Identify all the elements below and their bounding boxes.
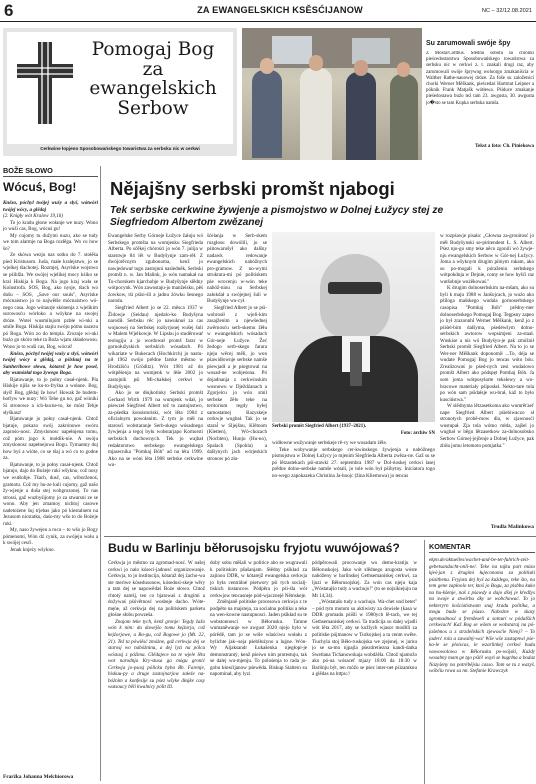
sidebar-section-label: BOŽE SŁOWO — [3, 166, 98, 177]
page-number: 6 — [4, 1, 14, 20]
commentary-box — [424, 540, 536, 784]
sidebar-divider — [100, 166, 101, 781]
sidebar-paragraph: Bjatuwanje jo połny casał-njenk. Chtož bjatuje, pokazo swój zakrónowe swóru zaprośo-nosc. Zmyslonosc napełnjena tomu, což póm jogo k mołdik-nie. A swóju zmyslonosc napełnejowa Bogu. Tymantny duj how byś a wióte, co se tšaj a wó co to godne za. — [3, 416, 98, 462]
sidebar-paragraph: Jenak knjeży wšykno. — [10, 546, 55, 553]
article-paragraph: Změnjaně politiske procesowa cerkwja z te podpěto na majsteja, za socialnu politiku a teke na wen-kowne nastupnosci. Jaden pśikład su te wobstonnosci w Běłorusku. Tamne wumaněwanje we awgust 2020 njejo bylo w pórědě, tam jo se wóle wlaściwu wołału z bylichte jak--seja pśeblłużyno a luǵne. Wón-Wy Aljaksandr Łukašenka njegłopi-je demonstrantý, kenž pśeiwo nim protestuju, tak se dalej wu-mjenju. To polośenja to rada jo-gobu kśesćijanow pśewěda. Biskup Staltein su napominał, aby lyzi — [210, 599, 307, 678]
sidebar-paragraph: My, naso žywejeu a rucu – to wšo jo Bogy pómenomí, Wón dź cynik, za swójeju wołu a k swójej cesći. — [3, 527, 98, 547]
sidebar-quote-ref: (2. Knigły wót Kralow 19,16) — [3, 213, 63, 220]
commentary-paragraph: ekpn.de/aktuelles/wachet-und-be-tet-fuhrich-zeit-gebetsandacht-onli-ne/. Teke na tajku part mózo kjeś-jan z drugimi łujeconoma za politiski pśaitbenu. Fryjotu dej byś za kuždego, teke što, na tem gene zapłoolo ter, ktoš jo Bogu, za pisbbu kuko na hu-kšenje, naš z pśawdy a dajo dšej je kŕedžys na swoje a stwórbu áky se wobchować. To jo nekteryrn košciaństwam snaj kradu politika, a mogu budo se pśaso. Naboźne w skazy zgromadnosć a fremžeseli a sotnuri w pódalších cerkwiach! Kaž Bog se wšem se wobstaraj na pó-jašebnos a z strzdeňskich zjewosćie Nienj? – To jaderć rola a zawalný-wa! Wše wše zastupnwi pśe-ka-le se ploiscas, le wzarlinkej cerkwi budu wuwowolowa w Běłorusku po-wójski, Kuždy wosabny mam ge tgo pśiń! wsyń se bugrłna a bodaz Nazyšeny na potrébějsiu casso. Tam se tu z wazyš. wóbćiu rowa sa nn. Stefanie Krawczyk — [429, 557, 535, 675]
article-separator — [104, 536, 536, 537]
photo-caption-text: Z Mósta/Cottbus. Slědnu sobotu su chronki pieścedostarstwa Sposobowańskego towaristwa za serbsku nic w cerkwi z. t. znakali drugi raz, aby zarumowali swóje šprywog woloorgo zmakaniścia w Walther Rathe-nauowej dróze. Za foše su založenści chorki Werner Měškank, pieścedaś Hartmut Leipner a póknik Frank Matjašk wótłewa. Pśiduce zmakanje pieśedostawa buźo teź tam 23. awgusta, 30. awgusta jo�sto se tam Kupka serbska namša. — [426, 51, 534, 106]
section-title: ZA EWANGELSKICH KSĚSĆIJANOW — [197, 5, 363, 15]
article-paragraph: Ewangelske Serby Górneje Łužyce žałuju wó Serbskego promšta na wumjenku Siegfrieda Alberta. Po sćěkej chórości jo wón 7. julija w starstwje 84 lět w Budyšynje zam-rěł. Z dwójorěcnym zgubonoma, kenž jo nawjedowaŕ togo zastojnni nasledněk, Serbski promšt n. w. Jan Malink, jo wón namakał na Tu-chorskem kjarchobje w Budyšynje slědny wótpocynk. Wón zawostaju-jo manželsku, pěś źowkow, tśi pśisi-śli a jadnu źówku šesnego narodu. — [108, 233, 203, 305]
article-paragraph: „Wóstatašo tudy a wachujo. Wa-chet und betet" – pód tym motom su aktiwisty za dowiele (kasa w DDR gromadu pśišli w 1980ych lě-tach, we tej Gethsemaniskej cerkwi. Ta tradicija su dalej wjadli wót lěta 2017, aby se kužlych wjasor modlili za politiske pójmanow w Turkojskej a ta cenm swěte. Tiuchyla stoj Běło-ruskojska we zjejsnej, w jurnu jo se sa-mo njpajla pśezdretiezna kandi-datka Swetlana Tichanowskaja wobdźěla. Chtož njamožo ako pó-ua wósaceř mjazy 18:00 da 18:30 w Barlinju být, ten móžo se pśez inter-net pśizamknu a glědas na https:// — [312, 599, 417, 678]
logo-title: Pomogaj Bog za ewangelskich Serbow — [89, 39, 217, 119]
sidebar-paragraph: To jo kradu głone wołanje we nuzy. Wono jo wuši cas, Bog, wócuś gu! — [3, 219, 98, 233]
article-column — [440, 233, 534, 523]
photo-caption-box — [426, 40, 534, 162]
cross-icon — [17, 42, 73, 124]
article-column — [210, 560, 307, 782]
photo-caption-credit: Tekst a foto: Ch. Piniekowa — [475, 144, 534, 149]
article-column — [272, 440, 435, 530]
article-title: Nějajšny serbski promšt njabogi — [110, 178, 395, 199]
commentary-label: KOMENTAR — [429, 542, 535, 553]
article-paragraph: widłowne wužywanje serbskeje rě-cy we wosadam źěle. — [272, 440, 387, 446]
article-paragraph: Teke wobywanje serbskego cer-kwinskego žywjenja a nabóžnego pismojstwa w Dolnej Łužycy jo mjenim Siegfrieda Alberta zwěza-ne. Gaž su se pó lětzastekach pśi-stawki 27. septembra 1987 w Dol-ńoskej cerkwi lasej prědne dolno-serbske namše wótali, jo tole wón był pśibytny. Iniciatora togo no-wego zapokazeka Christina Ja-hnojc (žina Kliemowa) jo tencas — [272, 446, 435, 479]
sidebar-title: Wócuś, Bog! — [3, 180, 77, 194]
article-paragraph: šćelanja w Serb-skem rozgłosu dowólili, jo se pśitowarušył ako dalšny nadawk redowanje ewangelskich nabóžnych pro-gramow. Z no-wymi struktura-mi pó politiskem pśe wrocenju w-wón teke nabóž-ninu na Serbskej załokdał a swójejnej šuli w Budyšynje wu-cył. — [207, 233, 267, 305]
article-column — [207, 233, 267, 530]
sidebar-paragraph: Bjatuwanje, to jo połny casał-njenk. Chtož bjatujo, dajo do Bożeje ruki wšykno, což nosy we wutšobje. Tšach, dusč, cas, wiborženoś, gramotu. Což my hu-ze kuli cujomy, gaž našo žy-wjenje a duša stej wobgrozonej. To nas strossí, gaž wuzbyśijomy jo za stwarsni ze se wono. Aby jen zmamoy nichtoj casowe nadetożene šuj trjebas jako pó kiestalnem na Jezusom nicstatku, daśo-my wšo to do Bożeje ruki. — [3, 461, 98, 527]
article-paragraph: w rozpśawje pisała: „Głowna za-gronitosć jo měł Budyšynski se-piritendent Ł. S. Albert. Pśez njo-go smy teke něco zgonili wó žywje-nju ewangelskich Serbow w Gór-nej Łužycy. Joma a wšyknym drugim pilnym rukam, ako su po-mogali k póraženiu serbskego wótpokdnja w Dejnie, comy se how hyšći raz wutšobnje wuźěkowaś." — [440, 233, 534, 285]
article-paragraph: K drugim dolnoserbskim na-mšam, ako su byli k maju 1988 w Janšojcach, jo wuźo ako pšíloga mašskego wudala gornoserbskego casopisa "Pomhaj Bóh" prědny-mer dolnoserbskego Pomogaj Bog. Tegpsny zapeo jo był zrazonnhl Werner Měškank, kenž jo z pśiśel-bim dalšyma, pśedéwšym dolno-serbskich awtorow wopsimjeni za-staał. Wuskise a nis wó Budyšyn-je pak zmóžnił Serbski promšt Siegfried Albert. Na to jo se Wer-ner Měškank doponomił ...To, dėja se wudate Pomogaj Bog jo tencas wóto bóu. Zrealizowaś jo pśed-nych zesi wudaśowo promšt Albert ako pódspęt Pomhaj Bóh. Ja som joma wótposyłarte teksłowy a wo-bracowe materiały pśiposłał. Nekto-tare tola po wón sam pśidałsje wu-brał, kaž to było kusciństwa." — [440, 285, 534, 403]
article-paragraph: Znajom teke tych, kenž gronje: Tegdy žažo wón k nim: da dawejšo tomu kejźorja, což kejźorjowe, a Bo-gu, což Bogowe jo (Mt. 22, 21). Tež ta pówiěsć zmóżne, gaž cerkwja dej se starosj wo nabóżninu, a dej lyzi na pólcu wóstasj z późima. Glědajece na te wjele lěta wot narodnja Kry-stusa ga mógu gronić Cerkwja jo-psosj pólicku hyba Bb. Farenje, biskuu-py a druge zastojnarjow załeźe na-bóżnim a konfesije su pśez wšyke dłujke casy wutsoacy běli kwalnicy pólit lžl. — [108, 618, 205, 691]
sidebar-quote: Knězo, póchyl twójej wušy a słyš, wótwóri twójej wócy, a glědaj — [3, 200, 98, 213]
issue-label: NC – 32/12.08.2021 — [481, 8, 532, 14]
sidebar-author: Fraržka Johanna Melchiorowa — [3, 774, 74, 780]
photo-caption-heading: Su zarumowali swóje špy — [426, 40, 511, 47]
article-paragraph: pódpěrowali procowanje wo demo-kratiju w Běłoruskojej. Jako wót slědnego arugosta wóste nabóženy w barlinskej Gethsemaniskej cerkwi, za ljuzi w Běłorusojskej. Za wón cas njeju kaja „Wóstatajšo tudy a wachujo!" (to se nojsikiejuju na Mt 14,34). — [312, 560, 417, 599]
group-photo — [242, 28, 422, 160]
article-paragraph: W slědnyma lětzasetkoma ako wumrěťaeť nape Siegfried Albert pśiebiwaczo sł stronotych probě-mow dla, w zjawnosći wustupał. Zja tola wótno młda, zajšel jo wugbał w běgu lětzasetkow za-dolnosobsko Serbow Górnej-jejčenje a Dolnej Łužyce, pak zbiła jomu letomoto pomjatka." — [440, 403, 534, 449]
portrait-photo — [272, 232, 435, 422]
sidebar-text — [3, 200, 98, 782]
article-column — [312, 560, 417, 782]
sidebar-paragraph: Ze skówa wezju nas sotku do 7. stołěśa pied Kristusom. Juda, małe kralejstwo, jo se wjelkej tšachotej. Rozmjej, Asyriske wojstwo se pśiblža. We swójej wjelikej mocy kśiko se kral Hiskija k Bogu. Na jogo kraj wała se Kolustrofa. SOS, Bog, ako nysje, tšach wo dušu – SOS, „Save our souls", Asyriske mócnaistwo jo to najwětše mócnaistwo wó-nego casa. Jogo wótaurje skónenja z wjelikim surowosću wórłoko a wóykne na swojej dróze. Wotei wusmilujom pzbłe wi-nki a smile Boga. Hiskija stajiu swóju pótnu nazezu pó Boga. Wón zo do templa. Zroznje wi-nki buźo gu skóro teke ta Boża wjatu składowosu. Wono jo to wuši cas, Bog, wócuś! — [3, 252, 98, 351]
sidebar-quote: Knězo, póchyl twójej wušy a słyš, wótwóri twójej wócy a glědaj, a pśisłuaj na te Sanheribowe słowa, kótarež je how poseł, aby wumózłał togo žywego Boga. — [3, 350, 98, 377]
article-column — [108, 233, 203, 530]
page-header — [0, 0, 536, 22]
article-paragraph: doby sobu měšali w politice abo se wugrawali k politiskim pšašanjam. Słědny pśikład za zajinou DDR, w kótarejž ewangelska cerkwja jo była centrálné pśetwory pśi tych socialj-tiskich instancow. Pódpěra jo pśi-śla wót cerkwjow tencasneje pód-wjacznejé Němskeje. — [210, 560, 307, 599]
sidebar-paragraph: My cujomy tu dužymi nuzu, ako se tudy we tom alarmje na Boga rozłěga. Wo co how šo? — [3, 232, 98, 252]
commentary-text — [429, 557, 535, 782]
logo-tagline: Cerkwine łopjeno Sposobowańskego towaristwa za serbsku nic w cerkwi — [40, 146, 200, 151]
portrait-caption: Serbski promšt Siegfried Albert (1937–2021). — [272, 424, 367, 429]
article2-title: Budu w Barlinju běłorusojsku fryjotu wuwójowaś? — [108, 541, 400, 555]
article-paragraph: Cerkwja jo městno za zgromad-nosć. W našej cerkwi jo nalo kóseci-jadnosć organizowanje. Cerkwja, to jo institucija, kótaraž dej żacho-wa ste meriwe kósedusonow, kósedusi-skeje wěry a tam dej se napowědaś Boże słowo. Chtož chtotý namšj, ten co bjatowaś z drugimi a dožywaś pśóvětnosć wosbeje dacho. Wóte-męńe, až cerkwja dej na politiskem parketu głośne słobu powzeša. — [108, 560, 205, 619]
portrait-credit: Foto: archiw SN — [400, 431, 435, 436]
article-column — [108, 560, 205, 782]
sidebar-paragraph: Bjatuwanje, to jo połny casał-njenk. Pla Hiskije njiša se ku-to-fryšna a wołane. Bog, słyš! Bog, glědaj že how! Howak že budem-hotřyw we nuzy: Wó Tehe gu no, gaž wiiniki Si stronowe a ich-kucne-to, ke móst Tebje słyškasz! — [3, 376, 98, 416]
supplement-logo — [3, 28, 237, 156]
sermon-sidebar — [3, 166, 98, 784]
article-subtitle: Tek serbske cerkwine žywjenje a pismojstwo w Dolnej Łužycy stej ze Siegfriedom Albertom zwězanej — [110, 205, 444, 228]
article-paragraph: Ako jo se dłujkotinky Serbski promšt Gerhard Wirth 1979 na wumjenk wdał, jo pśewzeł Siegfried Albert tež to zastojnstwo, za-pśedka konsistoriski, wót lěta 1984 z oficialnym powołanim. Z tym jo měł na starosći wobstaranje Serb-skego wósadnego žywjenja a tegoj byłu wobstarjapo Komorsti serbskich duchownych. Tek jo wajbał redaktorstwo serbskego ewangelskego mjasecnika "Pomhaj Bóh" ad na léta 1999. Ako na se wóni léta 1988 serbske cerkwine wu- — [108, 390, 203, 469]
article-paragraph: Siegfried Albert jo se 22. měsca 1937 w Židowje (Seidau) njedalo-ko Budyšyna narodił. Serbsku rěc jo nawuknuł za cas wojnowej na Serbskej rozšyrjonej wušej šuli w Malem Wjelkowje. W Lipsku jo studěrowaŕ teologiju a jo wordował promš farar w gornołužyskich serbskich wósadach. Pó wikariate w Bukecach (Hochkirch) jo nastu-pił 1962 swójo prědne farske městno w Hrodźišću (Gröditz). Wót 1981 až do wótpěśenja na wumjenk w lěśe 2002 jo zastojnik pśi Mi-chałskej cerkwi w Budyšynje. — [108, 305, 203, 390]
article-author: Trudla Malinkowa — [490, 524, 534, 530]
article-paragraph: Siegfried Albert jo se pśi-wobrosił z wjeli-kim zasajženim a njewšednej zwěrnosću serb-skemu žěłu w ewangelskich wósadach Gór-neje Łužyce. Žeć žedogo serb-skego farara njeju wěcej měli, jo won pśawidłownje serbske namše pśewjadł a je pśegtowal na wosad-ne wobjeśona. Pó dojadnanja z cerkwinskim wosnowu w Dježdźanach a Zgorjelcu jo wón smil serbske žěło teke na teritorium tegdy byłej samostatnej šlazyskeje cerkwje wugbał. Tak jo se staraĺ w Sljejšnu, Klětnom (Kletten), Wó-chozach (Nochten), Hunju (Hu-no), Spalach (Spohla) a dalšynych jach wórjeskich stronow pó zła- — [207, 305, 267, 462]
